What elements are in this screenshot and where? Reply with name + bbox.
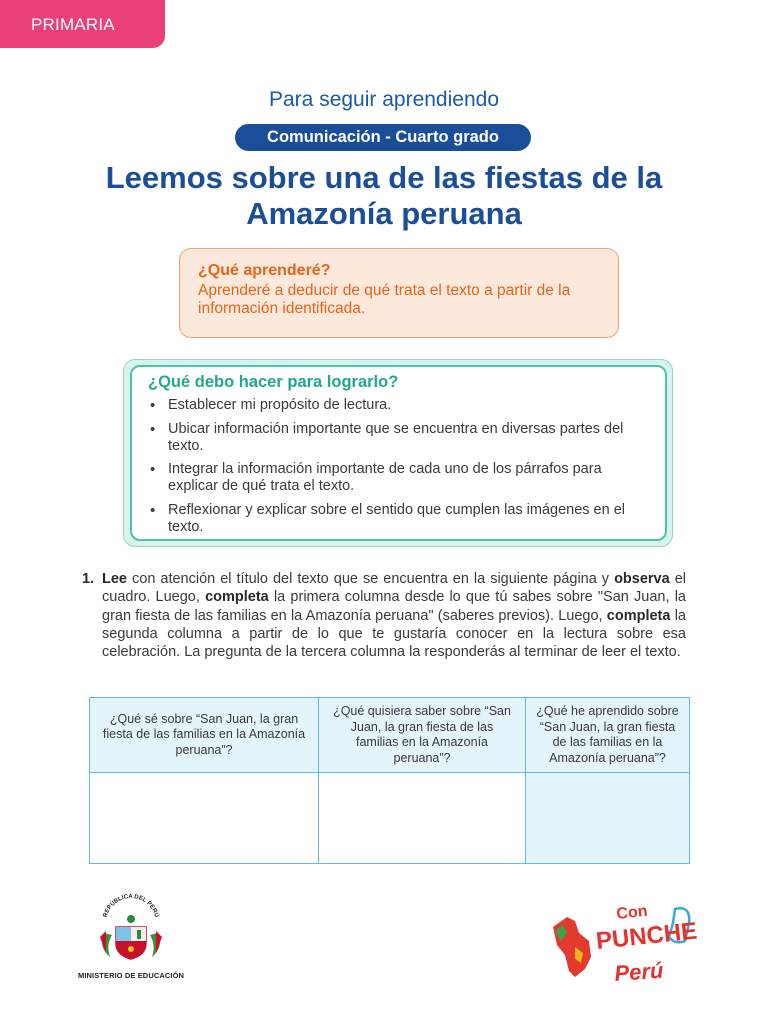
list-item: • Reflexionar y explicar sobre el sentido que cumplen las imágenes en el texto. [148,502,653,536]
logo-word-con: Con [615,902,649,923]
activity-instruction [82,570,686,661]
list-item: • Integrar la información importante de cada uno de los párrafos para explicar de qué trata el texto. [148,461,653,495]
activity-segment: completa [606,607,671,624]
column-header-learned: ¿Qué he aprendido sobre “San Juan, la gran fiesta de las familias en la Amazonía peruana”? [526,698,690,773]
logo-word-peru: Perú [613,957,665,986]
peru-coat-of-arms-icon [92,893,170,963]
activity-segment: la segunda columna a partir de lo que te gustaría conocer en la lectura sobre esa celebración. La pregunta de la tercera columna la responderás al terminar de leer el texto. [102,607,686,661]
steps-box [130,365,667,541]
activity-segment: observa [614,571,670,587]
activity-segment: la primera columna desde lo que tú sabes sobre "San Juan, la gran fiesta de las familias en la Amazonía peruana" (saberes previos). Luego, [102,589,686,624]
list-item: • Ubicar información importante que se encuentra en diversas partes del texto. [148,421,653,455]
activity-segment: con atención el título del texto que se encuentra en la siguiente página y [127,571,615,587]
activity-segment: el cuadro. Luego, [102,571,686,606]
activity-segment: completa [205,589,269,606]
learn-description: Aprenderé a deducir de qué trata el texto a partir de la información identificada. [198,282,571,317]
course-badge: Comunicación - Cuarto grado [235,124,531,151]
kwl-table [89,697,690,864]
learn-box [179,248,619,338]
activity-text [102,570,686,661]
seal-text: REPÚBLICA DEL PERÚ [102,893,160,919]
steps-heading: ¿Qué debo hacer para lograrlo? [148,373,399,391]
answer-cell-know[interactable] [90,773,319,864]
column-header-know: ¿Qué sé sobre “San Juan, la gran fiesta de las familias en la Amazonía peruana”? [90,698,319,773]
page-subtitle: Para seguir aprendiendo [269,88,499,111]
learn-heading: ¿Qué aprenderé? [198,262,331,279]
ministry-label: MINISTERIO DE EDUCACIÓN [77,971,185,980]
level-tag: PRIMARIA [0,0,165,48]
answer-cell-learned[interactable] [526,773,690,864]
table-row [90,773,690,864]
answer-cell-want[interactable] [319,773,526,864]
logo-word-punche: PUNCHE [594,917,699,955]
activity-segment: Lee [102,571,127,587]
activity-number: 1. [82,571,95,587]
page-title: Leemos sobre una de las fiestas de la Amazonía peruana [105,160,663,231]
con-punche-peru-logo [545,897,700,992]
list-item: • Establecer mi propósito de lectura. [148,397,653,414]
steps-list [148,397,653,536]
column-header-want: ¿Qué quisiera saber sobre “San Juan, la gran fiesta de las familias en la Amazonía peruana”? [319,698,526,773]
table-header-row [90,698,690,773]
